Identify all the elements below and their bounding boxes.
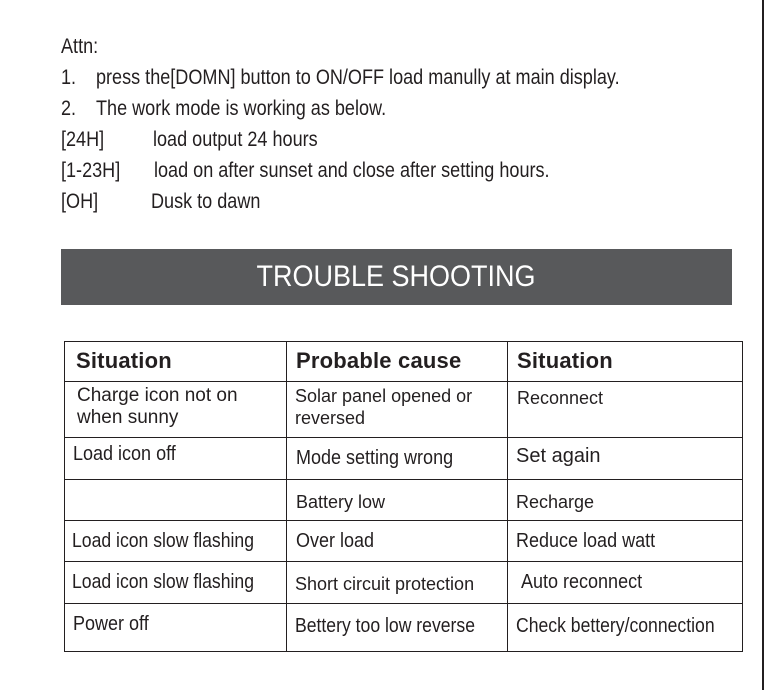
cell-cause [287, 604, 508, 652]
cell-remedy [508, 382, 743, 438]
attn-item-number: 1. [61, 66, 77, 89]
cell-text: Check bettery/connection [516, 615, 715, 637]
table-row [65, 562, 743, 604]
cell-situation [65, 604, 287, 652]
mode-key: [1-23H] [61, 159, 121, 182]
cell-text: Load icon slow flashing [72, 530, 254, 552]
header-label: Situation [517, 348, 613, 373]
cell-text: Auto reconnect [521, 571, 643, 593]
cell-cause [287, 438, 508, 480]
table-row [65, 480, 743, 521]
cell-remedy [508, 480, 743, 521]
table-row [65, 438, 743, 480]
cell-text: Load icon off [73, 443, 176, 465]
header-situation [65, 342, 287, 382]
cell-remedy [508, 604, 743, 652]
cell-text: Power off [73, 613, 149, 635]
cell-text: Short circuit protection [295, 574, 475, 594]
cell-situation [65, 562, 287, 604]
mode-description: load output 24 hours [153, 128, 318, 151]
cell-situation [65, 521, 287, 562]
cell-text: Bettery too low reverse [295, 615, 475, 637]
table-row [65, 521, 743, 562]
cell-cause [287, 521, 508, 562]
trouble-shooting-table [64, 341, 743, 652]
cell-text: Reconnect [517, 388, 604, 408]
table-header-row [65, 342, 743, 382]
mode-key: [OH] [61, 190, 99, 213]
cell-situation [65, 438, 287, 480]
cell-situation [65, 480, 287, 521]
cell-situation [65, 382, 287, 438]
page-edge-rule [762, 0, 764, 690]
header-remedy [508, 342, 743, 382]
banner-title: TROUBLE SHOOTING [256, 260, 537, 293]
cell-cause [287, 562, 508, 604]
cell-text: Recharge [516, 492, 595, 512]
cell-text: Mode setting wrong [296, 447, 454, 469]
cell-text: Load icon slow flashing [72, 571, 254, 593]
cell-cause [287, 382, 508, 438]
attn-heading-text: Attn: [61, 35, 99, 58]
mode-description: Dusk to dawn [151, 190, 261, 213]
header-label: Situation [76, 348, 172, 373]
cell-cause [287, 480, 508, 521]
mode-description: load on after sunset and close after setting hours. [154, 159, 550, 182]
cell-text: Charge icon not on when sunny [77, 385, 238, 428]
attn-heading [61, 31, 104, 62]
header-label: Probable cause [296, 348, 462, 373]
cell-text: Over load [296, 530, 375, 552]
cell-remedy [508, 521, 743, 562]
cell-remedy [508, 438, 743, 480]
cell-text: Battery low [296, 492, 386, 512]
attn-item-text: press the[DOMN] button to ON/OFF load manully at main display. [96, 66, 620, 89]
cell-text: Set again [516, 445, 601, 467]
attn-item-number: 2. [61, 97, 77, 120]
cell-remedy [508, 562, 743, 604]
trouble-shooting-banner [61, 249, 732, 305]
cell-text: Reduce load watt [516, 530, 656, 552]
mode-key: [24H] [61, 128, 105, 151]
table-row [65, 604, 743, 652]
table-row [65, 382, 743, 438]
header-probable-cause [287, 342, 508, 382]
attn-item-text: The work mode is working as below. [96, 97, 387, 120]
cell-text: Solar panel opened or reversed [295, 386, 473, 428]
